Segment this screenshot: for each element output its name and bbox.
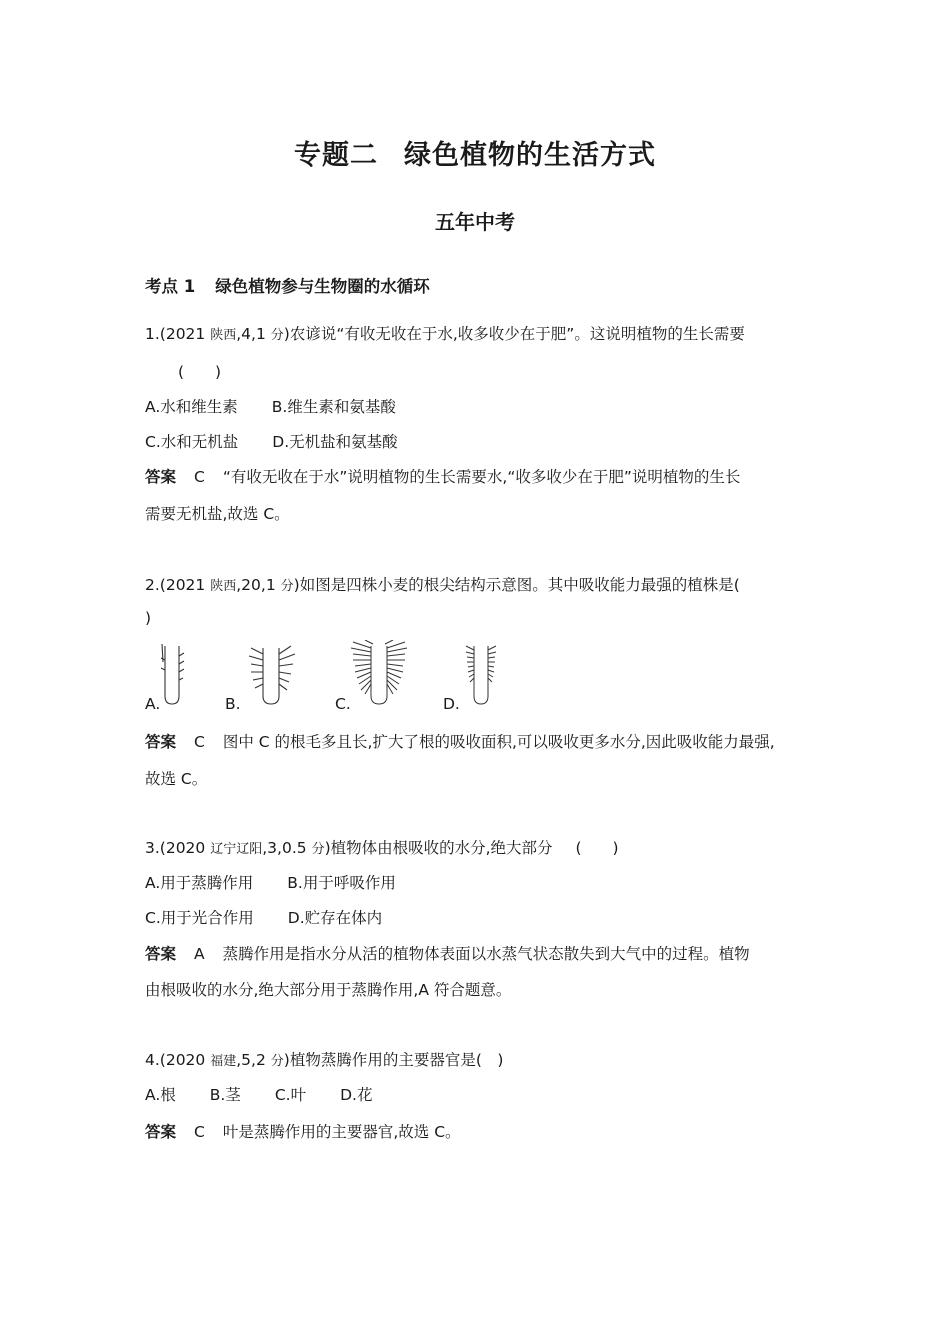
- root-tip-d: [460, 642, 504, 708]
- figure-label-b: B.: [225, 695, 241, 713]
- q1-answer-key: C: [194, 468, 205, 486]
- q3-meta: ,3,0.5: [262, 839, 307, 857]
- q3-stem-text: )植物体由根吸收的水分,绝大部分: [324, 839, 553, 857]
- q3-options-row1: [145, 871, 396, 893]
- section-name: 绿色植物参与生物圈的水循环: [215, 277, 430, 296]
- q4-option-d: D.花: [340, 1086, 373, 1104]
- q1-option-b: B.维生素和氨基酸: [271, 398, 396, 416]
- q4-option-c: C.叶: [274, 1086, 307, 1104]
- q3-options-row2: [145, 906, 382, 928]
- q2-stem: [145, 573, 740, 595]
- q3-bracket: ( ): [575, 839, 619, 857]
- q1-explanation: “有收无收在于水”说明植物的生长需要水,“收多收少在于肥”说明植物的生长: [222, 468, 741, 486]
- title-name: 绿色植物的生活方式: [404, 140, 656, 171]
- figure-label-c: C.: [335, 695, 351, 713]
- q1-source: 陕西: [210, 328, 237, 343]
- q2-answer-key: C: [194, 733, 205, 751]
- q1-stem: [145, 322, 745, 344]
- q2-number: 2.(2021: [145, 576, 206, 594]
- page-title: [0, 133, 950, 172]
- root-tip-a: [155, 642, 195, 708]
- q4-meta: ,5,2: [236, 1051, 266, 1069]
- q2-answer-label: 答案: [145, 733, 177, 751]
- q4-answer: [145, 1120, 461, 1142]
- figure-label-a: A.: [145, 695, 161, 713]
- figure-label-d: D.: [443, 695, 460, 713]
- q1-option-d: D.无机盐和氨基酸: [272, 433, 398, 451]
- q1-options-row2: [145, 430, 398, 452]
- q1-number: 1.(2021: [145, 325, 206, 343]
- q4-explanation: 叶是蒸腾作用的主要器官,故选 C。: [222, 1123, 461, 1141]
- q2-explanation: 图中 C 的根毛多且长,扩大了根的吸收面积,可以吸收更多水分,因此吸收能力最强,: [222, 733, 775, 751]
- q3-number: 3.(2020: [145, 839, 206, 857]
- q3-stem: [145, 836, 619, 858]
- q3-option-b: B.用于呼吸作用: [287, 874, 396, 892]
- q3-option-a: A.用于蒸腾作用: [145, 874, 254, 892]
- q4-stem: [145, 1048, 503, 1070]
- q1-option-c: C.水和无机盐: [145, 433, 239, 451]
- q2-meta: ,20,1: [236, 576, 276, 594]
- q1-answer-label: 答案: [145, 468, 177, 486]
- root-tip-c: [347, 640, 411, 708]
- section-label: 考点 1: [145, 277, 196, 296]
- q3-answer-key: A: [194, 945, 205, 963]
- root-a-outline: [165, 646, 179, 704]
- q2-unit: 分: [280, 579, 294, 594]
- root-tip-b: [243, 642, 301, 708]
- q4-answer-key: C: [194, 1123, 205, 1141]
- q4-number: 4.(2020: [145, 1051, 206, 1069]
- root-d-outline: [474, 646, 488, 704]
- q4-stem-text: )植物蒸腾作用的主要器官是(: [283, 1051, 482, 1069]
- q3-answer-label: 答案: [145, 945, 177, 963]
- q1-unit: 分: [270, 328, 284, 343]
- q3-answer: [145, 942, 750, 964]
- q3-option-d: D.贮存在体内: [287, 909, 383, 927]
- title-topic: 专题二: [294, 140, 378, 171]
- section-heading: [145, 273, 430, 297]
- page-subtitle: 五年中考: [435, 210, 515, 234]
- q1-bracket: ( ): [178, 363, 222, 381]
- q4-option-b: B.茎: [209, 1086, 241, 1104]
- q2-answer: [145, 730, 775, 752]
- q3-unit: 分: [311, 842, 325, 857]
- q4-answer-label: 答案: [145, 1123, 177, 1141]
- q1-answer: [145, 465, 740, 487]
- q3-explanation: 蒸腾作用是指水分从活的植物体表面以水蒸气状态散失到大气中的过程。植物: [222, 945, 750, 963]
- q4-unit: 分: [270, 1054, 284, 1069]
- q3-explanation-cont: 由根吸收的水分,绝大部分用于蒸腾作用,A 符合题意。: [145, 981, 512, 999]
- q2-bracket: ): [145, 609, 152, 627]
- root-b-outline: [263, 648, 279, 704]
- q4-option-a: A.根: [145, 1086, 176, 1104]
- q2-source: 陕西: [210, 579, 237, 594]
- q1-meta: ,4,1: [236, 325, 266, 343]
- q2-stem-text: )如图是四株小麦的根尖结构示意图。其中吸收能力最强的植株是(: [293, 576, 740, 594]
- q1-option-a: A.水和维生素: [145, 398, 238, 416]
- q3-source: 辽宁辽阳: [210, 842, 263, 857]
- q1-explanation-cont: 需要无机盐,故选 C。: [145, 505, 290, 523]
- q1-options-row1: [145, 395, 396, 417]
- q4-source: 福建: [210, 1054, 237, 1069]
- q2-explanation-cont: 故选 C。: [145, 770, 208, 788]
- q4-bracket: ): [481, 1051, 504, 1069]
- q4-options: [145, 1083, 372, 1105]
- root-c-outline: [371, 646, 387, 704]
- q3-option-c: C.用于光合作用: [145, 909, 254, 927]
- q1-stem-text: )农谚说“有收无收在于水,收多收少在于肥”。这说明植物的生长需要: [283, 325, 745, 343]
